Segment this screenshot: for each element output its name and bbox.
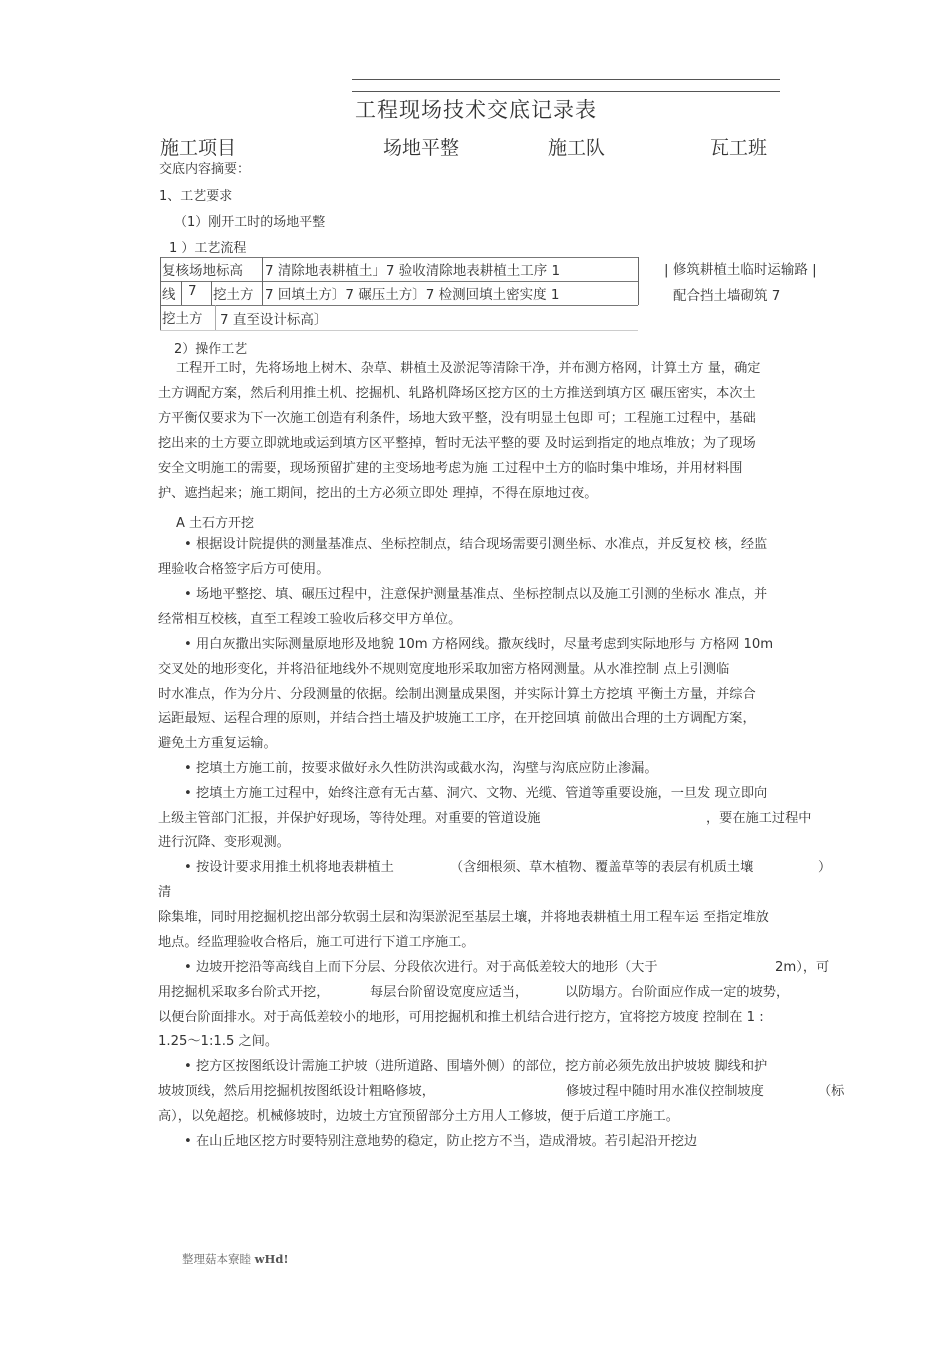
section-heading-operation: 2）操作工艺 — [174, 342, 248, 357]
body-line: ） — [818, 860, 832, 875]
flow-step-line: 线 — [162, 287, 176, 303]
flow-step-excavate: 挖土方 — [213, 287, 254, 303]
body-line: 方平衡仅要求为下一次施工创造有利条件，场地大致平整，没有明显土包即 可；工程施工过程中，基础 — [158, 411, 756, 426]
footer-watermark — [182, 1251, 289, 1267]
body-line: 每层台阶留设宽度应适当， — [370, 985, 529, 1000]
body-line: （标 — [818, 1084, 845, 1099]
body-line: 以便台阶面排水。对于高低差较小的地形，可用挖掘机和推土机结合进行挖方，宜将挖方坡度 控制在 1 : — [158, 1010, 764, 1025]
body-line: 土方调配方案，然后利用推土机、挖掘机、轧路机降场区挖方区的土方推送到填方区 碾压密实，本次土 — [158, 386, 756, 401]
flow-step-clear-topsoil: 7 清除地表耕植土」7 验收清除地表耕植土工序 1 — [265, 263, 561, 279]
team-label: 施工队 — [548, 137, 606, 159]
body-line: 用挖掘机采取多台阶式开挖， — [158, 985, 330, 1000]
body-line: 上级主管部门汇报，并保护好现场，等待处理。对重要的管道设施 — [158, 811, 541, 826]
body-line: 避免土方重复运输。 — [158, 736, 277, 751]
bullet-line: • 在山丘地区挖方时要特别注意地势的稳定，防止挖方不当，造成滑坡。若引起沿开挖边 — [184, 1134, 698, 1149]
section-heading-earthwork: A 土石方开挖 — [176, 516, 255, 531]
bullet-line: • 挖填土方施工过程中，始终注意有无古墓、洞穴、文物、光缆、管道等重要设施，一旦发 现立即向 — [184, 786, 768, 801]
body-line: 时水准点，作为分片、分段测量的依据。绘制出测量成果图，并实际计算土方挖填 平衡土方量，并综合 — [158, 687, 756, 702]
body-line: 挖出来的土方要立即就地或运到填方区平整掉，暂时无法平整的要 及时运到指定的地点堆放；为了现场 — [158, 436, 756, 451]
body-line: 修坡过程中随时用水准仪控制坡度 — [566, 1084, 764, 1099]
body-line: （含细根须、草木植物、覆盖草等的表层有机质土壤 — [450, 860, 754, 875]
team-value: 瓦工班 — [710, 137, 768, 159]
body-line: ，要在施工过程中 — [706, 811, 812, 826]
bullet-line: • 用白灰撒出实际测量原地形及地貌 10m 方格网线。撒灰线时，尽量考虑到实际地形与 方格网 10m — [184, 637, 774, 652]
flow-step-excavate-2: 挖土方 — [162, 311, 203, 327]
header-rule-top — [352, 79, 780, 80]
body-line: 1.25～1:1.5 之间。 — [158, 1034, 279, 1049]
bullet-line: • 边坡开挖沿等高线自上而下分层、分段依次进行。对于高低差较大的地形（大于 — [184, 960, 658, 975]
flow-step-backfill: 7 回填土方〕7 碾压土方〕7 检测回填土密实度 1 — [265, 287, 560, 303]
project-value: 场地平整 — [383, 137, 460, 159]
header-rule-bottom — [352, 91, 780, 92]
body-line: 运距最短、运程合理的原则，并结合挡土墙及护坡施工工序，在开挖回填 前做出合理的土方调配方案， — [158, 711, 756, 726]
bullet-line: • 根据设计院提供的测量基准点、坐标控制点，结合现场需要引测坐标、水准点，并反复校 核，经监 — [184, 537, 768, 552]
body-line: 除集堆，同时用挖掘机挖出部分软弱土层和沟渠淤泥至基层土壤，并将地表耕植土用工程车运 至指定堆放 — [158, 910, 769, 925]
page-title: 工程现场技术交底记录表 — [355, 98, 597, 122]
body-line: 高），以免超挖。机械修坡时，边坡土方宜预留部分土方用人工修坡，便于后道工序施工。 — [158, 1109, 679, 1124]
body-line: 交叉处的地形变化，并将沿征地线外不规则宽度地形采取加密方格网测量。从水准控制 点上引测临 — [158, 662, 730, 677]
flow-step-design-elevation: 7 直至设计标高〕 — [220, 312, 328, 328]
section-heading-process-flow: 1 ）工艺流程 — [169, 241, 247, 256]
body-line: 护、遮挡起来；施工期间，挖出的土方必须立即处 理掉，不得在原地过夜。 — [158, 486, 598, 501]
body-line: 坡坡顶线，然后用挖掘机按图纸设计粗略修坡， — [158, 1084, 435, 1099]
footer-bold: wHd! — [254, 1252, 289, 1266]
body-line: 进行沉降、变形观测。 — [158, 835, 290, 850]
body-line: 以防塌方。台阶面应作成一定的坡势， — [565, 985, 790, 1000]
body-line: 工程开工时，先将场地上树木、杂草、耕植土及淤泥等清除干净，并布测方格网，计算土方 量，确定 — [176, 361, 761, 376]
flow-side-haul-road: | 修筑耕植土临时运输路 | — [664, 262, 817, 278]
flow-side-retaining-wall: 配合挡土墙砌筑 7 — [673, 288, 781, 304]
bullet-line: • 挖方区按图纸设计需施工护坡（进所道路、围墙外侧）的部位，挖方前必须先放出护坡坡 脚线和护 — [184, 1059, 768, 1074]
summary-label: 交底内容摘要： — [159, 162, 251, 177]
body-line: 清 — [158, 885, 172, 900]
flow-step-verify-elevation: 复核场地标高 — [162, 263, 243, 279]
body-line: 安全文明施工的需要，现场预留扩建的主变场地考虑为施 工过程中土方的临时集中堆场，并用材料围 — [158, 461, 743, 476]
body-line: 地点。经监理验收合格后，施工可进行下道工序施工。 — [158, 935, 475, 950]
project-label: 施工项目 — [160, 137, 237, 159]
body-line: 经常相互校核，直至工程竣工验收后移交甲方单位。 — [158, 612, 462, 627]
section-heading-1-1: （1）刚开工时的场地平整 — [174, 215, 326, 230]
flow-step-arrow: 7 — [188, 283, 197, 299]
footer-text: 整理菇本寮睦 — [182, 1252, 251, 1266]
bullet-line: • 场地平整挖、填、碾压过程中，注意保护测量基准点、坐标控制点以及施工引测的坐标水 准点，并 — [184, 587, 768, 602]
section-heading-1: 1、工艺要求 — [159, 189, 233, 204]
bullet-line: • 按设计要求用推土机将地表耕植土 — [184, 860, 394, 875]
body-line: 2m），可 — [775, 960, 830, 975]
body-line: 理验收合格签字后方可使用。 — [158, 562, 330, 577]
bullet-line: • 挖填土方施工前，按要求做好永久性防洪沟或截水沟，沟壁与沟底应防止渗漏。 — [184, 761, 658, 776]
